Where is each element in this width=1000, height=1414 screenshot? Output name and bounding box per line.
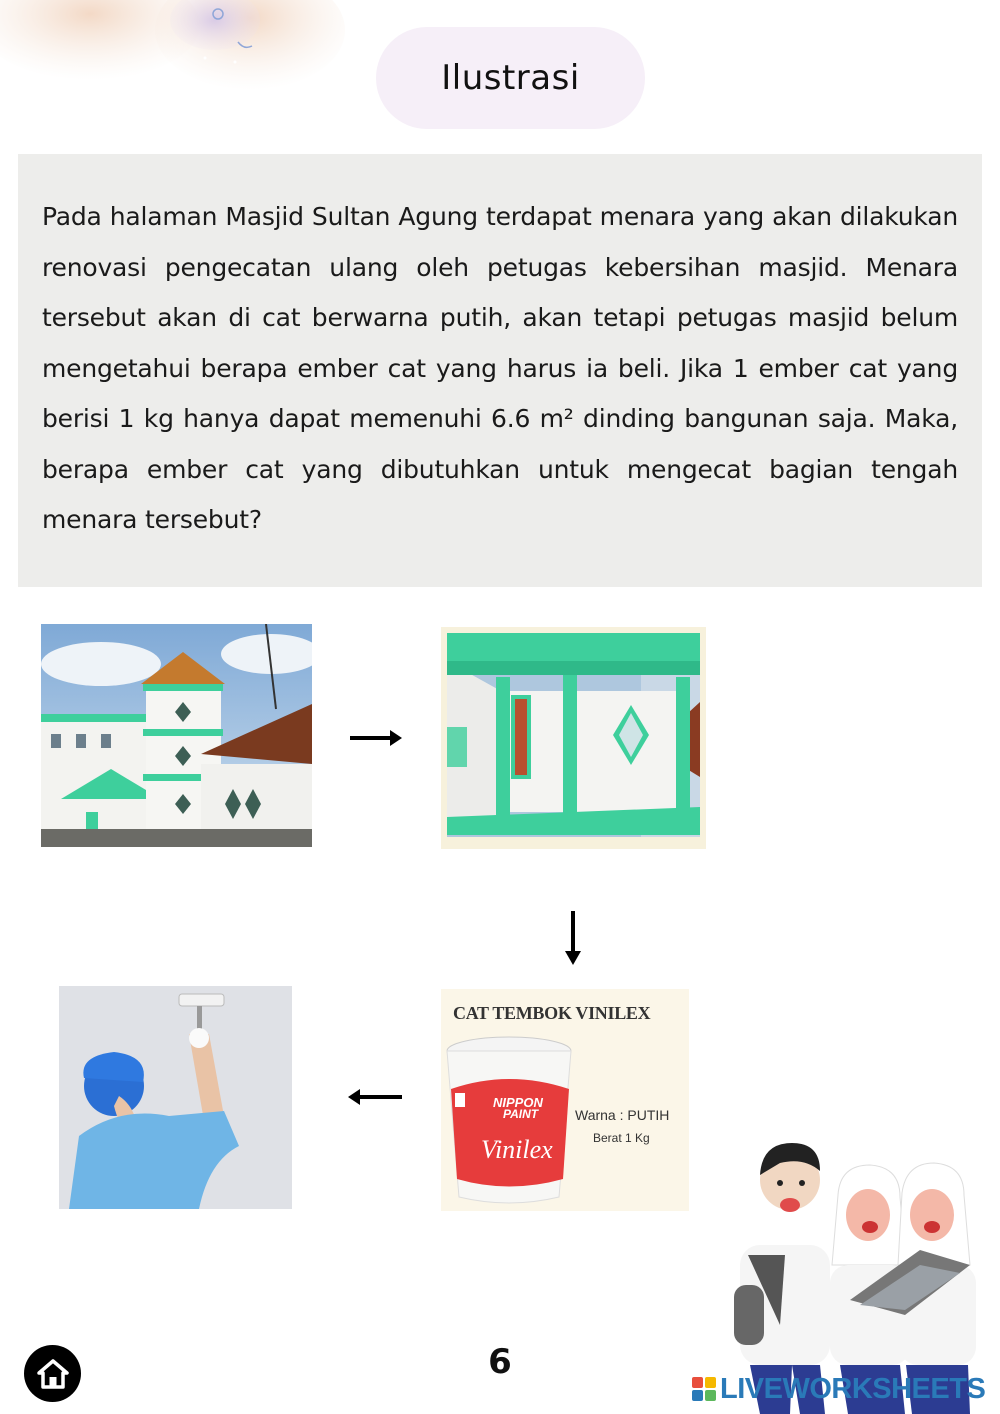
home-icon xyxy=(36,1358,70,1390)
arrow-left-icon xyxy=(346,1085,404,1109)
paint-brand-line2: PAINT xyxy=(503,1107,539,1121)
arrow-down-icon xyxy=(561,909,585,967)
page-number: 6 xyxy=(488,1342,512,1382)
watercolor-decoration xyxy=(0,0,360,110)
problem-text: Pada halaman Masjid Sultan Agung terdapat menara yang akan dilakukan renovasi pengecatan ulang oleh petugas kebersihan masjid. Menara tersebut akan di cat berwarna putih, akan tetapi petugas masjid belum mengetahui berapa ember cat yang harus ia beli. Jika 1 ember cat yang berisi 1 kg hanya dapat memenuhi 6.6 m² dinding bangunan saja. Maka, berapa ember cat yang dibutuhkan untuk mengecat bagian tengah menara tersebut? xyxy=(42,202,958,534)
liveworksheets-logo[interactable] xyxy=(692,1372,985,1406)
mosque-photo xyxy=(41,624,312,847)
paint-product-name: Vinilex xyxy=(481,1135,553,1164)
paint-weight-spec: Berat 1 Kg xyxy=(593,1131,650,1145)
problem-box xyxy=(18,154,982,587)
page-title: Ilustrasi xyxy=(441,58,580,98)
tower-closeup-photo xyxy=(441,627,706,849)
liveworksheets-label: LIVEWORKSHEETS xyxy=(720,1372,986,1405)
home-button[interactable] xyxy=(24,1345,81,1402)
painter-photo xyxy=(59,986,292,1209)
liveworksheets-mark-icon xyxy=(692,1377,716,1401)
title-pill xyxy=(376,27,645,129)
paint-brand-line1: NIPPON xyxy=(493,1095,543,1110)
paint-heading: CAT TEMBOK VINILEX xyxy=(453,1003,651,1023)
paint-bucket-photo xyxy=(441,989,689,1211)
arrow-right-icon xyxy=(348,726,404,750)
paint-color-spec: Warna : PUTIH xyxy=(575,1107,670,1123)
